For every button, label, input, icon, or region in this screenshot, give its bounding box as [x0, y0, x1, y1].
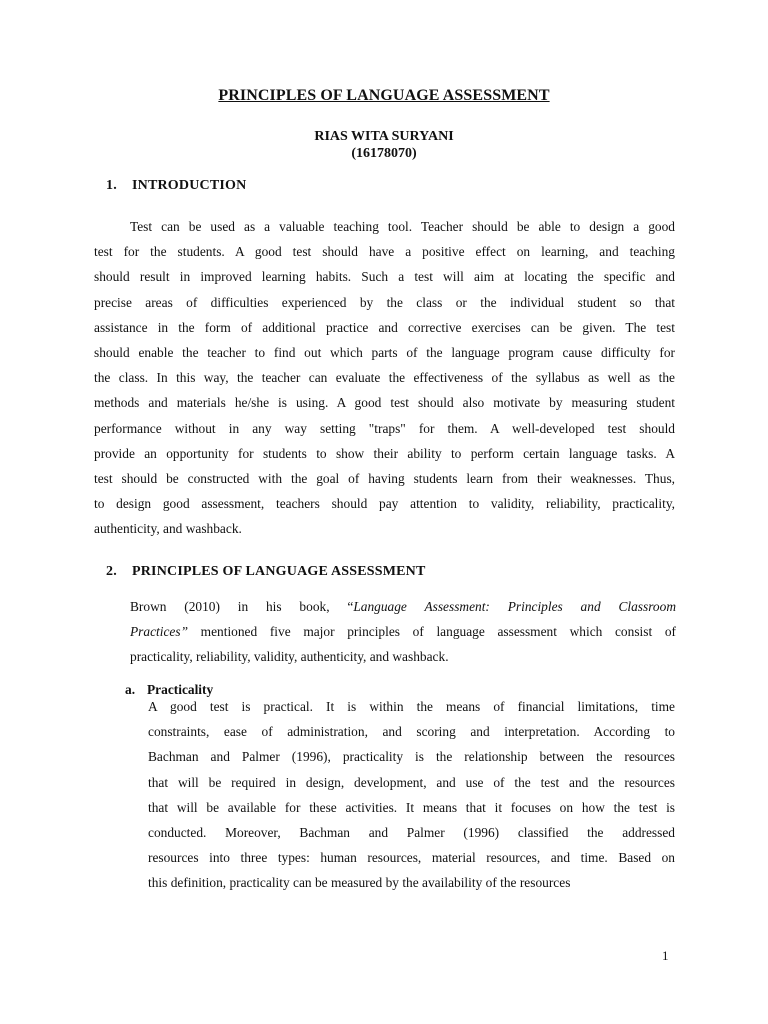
paragraph-line: resources into three types: human resources, material resources, and time. Based on: [148, 850, 675, 866]
paragraph-line: Bachman and Palmer (1996), practicality is the relationship between the resources: [148, 749, 675, 765]
paragraph-line: the class. In this way, the teacher can evaluate the effectiveness of the syllabus as well as the: [94, 370, 675, 386]
author-block: [0, 128, 768, 162]
section-1-heading: [106, 178, 246, 194]
section-1-number: 1.: [106, 178, 117, 193]
paragraph-line: test should be constructed with the goal of having students learn from their weaknesses. Thus,: [94, 470, 675, 486]
introduction-paragraph: [94, 214, 675, 541]
section-2-number: 2.: [106, 564, 117, 579]
paragraph-line: to design good assessment, teachers should pay attention to validity, reliability, practicality,: [94, 496, 675, 512]
paragraph-line: methods and materials he/she is using. A good test should also motivate by measuring student: [94, 395, 675, 411]
paragraph-line: constraints, ease of administration, and scoring and interpretation. According to: [148, 724, 675, 740]
section-2-title: PRINCIPLES OF LANGUAGE ASSESSMENT: [132, 564, 426, 579]
author-name: RIAS WITA SURYANI: [314, 129, 454, 144]
document-title: PRINCIPLES OF LANGUAGE ASSESSMENT: [218, 87, 550, 104]
principles-intro-line-1: Brown (2010) in his book, “Language Assessment: Principles and Classroom: [130, 599, 676, 614]
page-number: 1: [662, 948, 669, 963]
section-2-heading: [106, 564, 426, 580]
paragraph-line: that will be available for these activities. It means that it focuses on how the test is: [148, 799, 675, 815]
paragraph-line: precise areas of difficulties experienced by the class or the individual student so that: [94, 294, 675, 310]
subsection-a-number: a.: [125, 682, 136, 697]
paragraph-line: this definition, practicality can be measured by the availability of the resources: [148, 875, 571, 891]
paragraph-line: conducted. Moreover, Bachman and Palmer (1996) classified the addressed: [148, 824, 675, 840]
paragraph-line: authenticity, and washback.: [94, 521, 242, 537]
paragraph-line: should result in improved learning habits. Such a test will aim at locating the specific and: [94, 269, 675, 285]
paragraph-line: A good test is practical. It is within the means of financial limitations, time: [148, 699, 675, 714]
subsection-a-title: Practicality: [147, 682, 214, 697]
paragraph-line: performance without in any way setting "traps" for them. A well-developed test should: [94, 420, 675, 436]
author-id: (16178070): [351, 146, 417, 161]
paragraph-line: should enable the teacher to find out which parts of the language program cause difficulty for: [94, 344, 675, 360]
paragraph-line: Test can be used as a valuable teaching tool. Teacher should be able to design a good: [130, 219, 675, 234]
paragraph-line: that will be required in design, development, and use of the test and the resources: [148, 774, 675, 790]
principles-intro-paragraph: [130, 594, 676, 670]
principles-intro-line-2: Practices” mentioned five major principles of language assessment which consist of: [130, 624, 676, 640]
section-1-title: INTRODUCTION: [132, 178, 247, 193]
practicality-paragraph: [148, 694, 675, 896]
paragraph-line: assistance in the form of additional practice and corrective exercises can be given. The test: [94, 319, 675, 335]
principles-intro-line-3: practicality, reliability, validity, authenticity, and washback.: [130, 649, 449, 665]
paragraph-line: provide an opportunity for students to show their ability to perform certain language tasks. A: [94, 445, 675, 461]
paragraph-line: test for the students. A good test should have a positive effect on learning, and teaching: [94, 244, 675, 260]
